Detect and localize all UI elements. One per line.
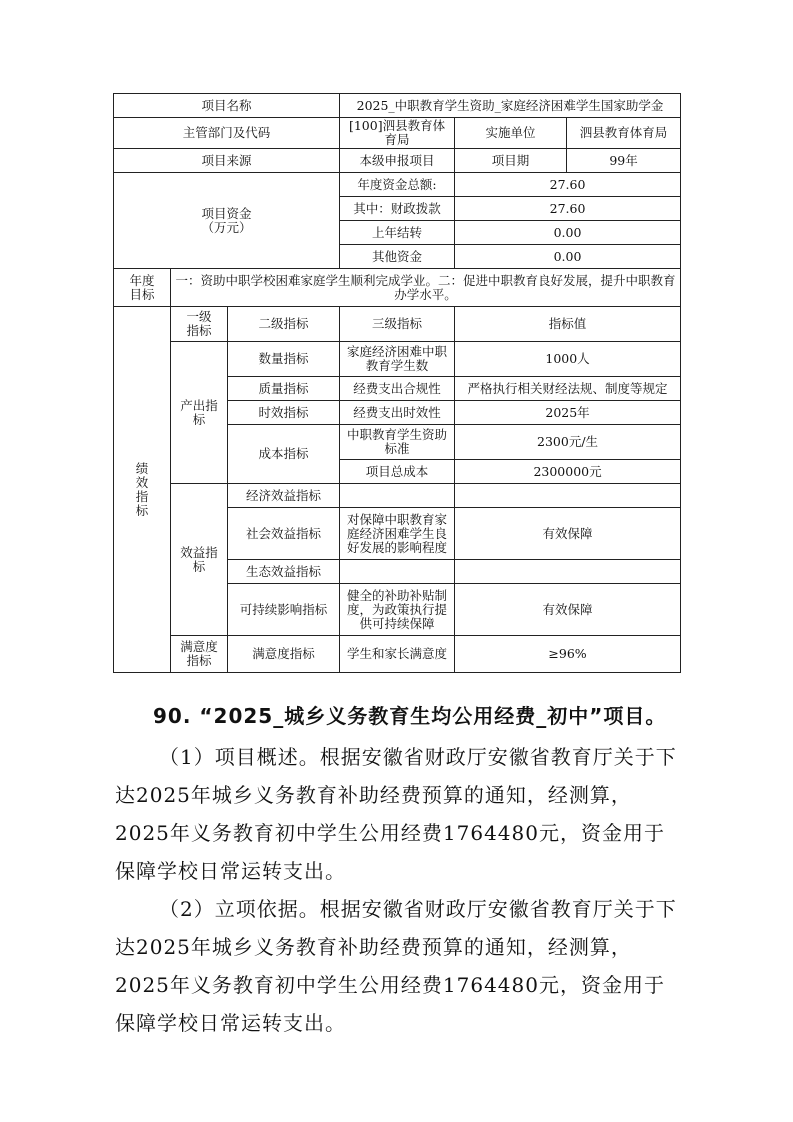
fund-row-value: 0.00 xyxy=(455,221,681,245)
project-name-value: 2025_中职教育学生资助_家庭经济困难学生国家助学金 xyxy=(340,94,681,118)
cost-label: 成本指标 xyxy=(228,425,340,484)
quality-level3: 经费支出合规性 xyxy=(340,377,455,401)
satisfaction-value: ≥96% xyxy=(455,636,681,673)
social-benefit-label: 社会效益指标 xyxy=(228,508,340,560)
paragraph-basis: （2）立项依据。根据安徽省财政厅安徽省教育厅关于下达2025年城乡义务教育补助经费预算的通知，经测算，2025年义务教育初中学生公用经费1764480元，资金用于保障学校日常运转支出。 xyxy=(115,897,677,1035)
goal-label: 年度 目标 xyxy=(114,269,171,307)
sustain-label: 可持续影响指标 xyxy=(228,584,340,636)
satisfaction-indicator-label: 满意度 指标 xyxy=(171,636,228,673)
cost-value-standard: 2300元/生 xyxy=(455,425,681,460)
performance-label: 绩 效 指 标 xyxy=(114,307,171,673)
goal-value: 一：资助中职学校困难家庭学生顺利完成学业。二：促进中职教育良好发展，提升中职教育办学水平。 xyxy=(171,269,681,307)
period-value: 99年 xyxy=(567,149,681,173)
fund-row-label: 年度资金总额: xyxy=(340,173,455,197)
fund-label: 项目资金 （万元） xyxy=(114,173,340,269)
econ-benefit-value xyxy=(455,484,681,508)
satisfaction-level3: 学生和家长满意度 xyxy=(340,636,455,673)
sustain-level3: 健全的补助补贴制 度，为政策执行提 供可持续保障 xyxy=(340,584,455,636)
timeliness-value: 2025年 xyxy=(455,401,681,425)
project-performance-table xyxy=(113,93,681,673)
sustain-value: 有效保障 xyxy=(455,584,681,636)
fund-row-label: 其中：财政拨款 xyxy=(340,197,455,221)
eco-benefit-label: 生态效益指标 xyxy=(228,560,340,584)
impl-value: 泗县教育体育局 xyxy=(567,118,681,149)
eco-benefit-value xyxy=(455,560,681,584)
fund-row-label: 上年结转 xyxy=(340,221,455,245)
quantity-value: 1000人 xyxy=(455,342,681,377)
fund-row-label: 其他资金 xyxy=(340,245,455,269)
social-benefit-level3: 对保障中职教育家 庭经济困难学生良 好发展的影响程度 xyxy=(340,508,455,560)
econ-benefit-level3 xyxy=(340,484,455,508)
fund-row-value: 0.00 xyxy=(455,245,681,269)
col-value-header: 指标值 xyxy=(455,307,681,342)
cost-value-total: 2300000元 xyxy=(455,460,681,484)
quality-label: 质量指标 xyxy=(228,377,340,401)
project-name-label: 项目名称 xyxy=(114,94,340,118)
fund-row-value: 27.60 xyxy=(455,197,681,221)
satisfaction-label: 满意度指标 xyxy=(228,636,340,673)
econ-benefit-label: 经济效益指标 xyxy=(228,484,340,508)
quantity-label: 数量指标 xyxy=(228,342,340,377)
timeliness-label: 时效指标 xyxy=(228,401,340,425)
dept-value: [100]泗县教育体育局 xyxy=(340,118,455,149)
eco-benefit-level3 xyxy=(340,560,455,584)
section-heading: 90. “2025_城乡义务教育生均公用经费_初中”项目。 xyxy=(153,704,667,728)
source-label: 项目来源 xyxy=(114,149,340,173)
col-level3-header: 三级指标 xyxy=(340,307,455,342)
fund-row-value: 27.60 xyxy=(455,173,681,197)
source-value: 本级申报项目 xyxy=(340,149,455,173)
period-label: 项目期 xyxy=(455,149,567,173)
col-level1-header: 一级 指标 xyxy=(171,307,228,342)
benefit-indicator-label: 效益指 标 xyxy=(171,484,228,636)
col-level2-header: 二级指标 xyxy=(228,307,340,342)
output-indicator-label: 产出指 标 xyxy=(171,342,228,484)
paragraph-overview: （1）项目概述。根据安徽省财政厅安徽省教育厅关于下达2025年城乡义务教育补助经费预算的通知，经测算，2025年义务教育初中学生公用经费1764480元，资金用于保障学校日常运转支出。 xyxy=(115,745,677,883)
cost-level3-total: 项目总成本 xyxy=(340,460,455,484)
dept-label: 主管部门及代码 xyxy=(114,118,340,149)
social-benefit-value: 有效保障 xyxy=(455,508,681,560)
quality-value: 严格执行相关财经法规、制度等规定 xyxy=(455,377,681,401)
timeliness-level3: 经费支出时效性 xyxy=(340,401,455,425)
quantity-level3: 家庭经济困难中职 教育学生数 xyxy=(340,342,455,377)
impl-label: 实施单位 xyxy=(455,118,567,149)
cost-level3-standard: 中职教育学生资助 标准 xyxy=(340,425,455,460)
